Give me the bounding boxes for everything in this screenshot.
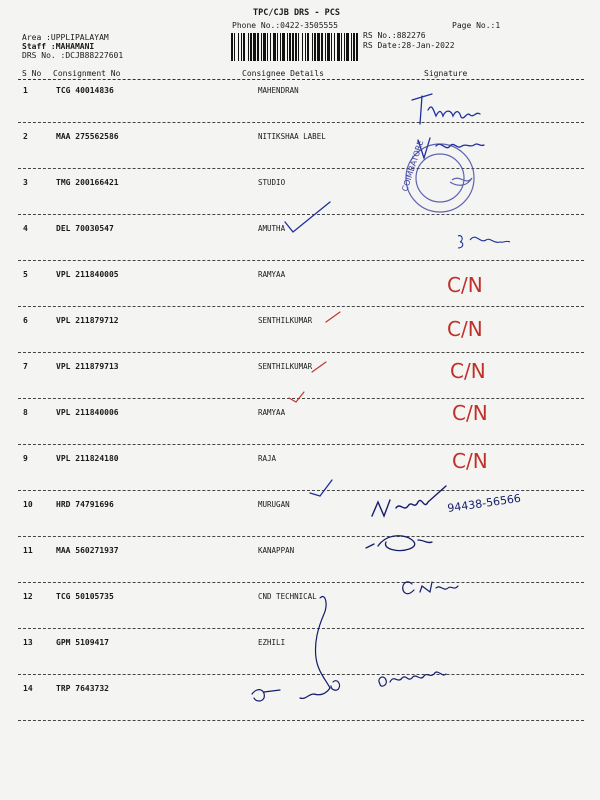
row-consignee-name: STUDIO [258,178,286,187]
row-consignment-number: MAA 560271937 [56,546,119,555]
row-consignment-number: VPL 211824180 [56,454,119,463]
row-serial-number: 1 [23,86,28,95]
row-consignment-number: TMG 200166421 [56,178,119,187]
row-consignee-name: RAJA [258,454,277,463]
row-serial-number: 4 [23,224,28,233]
row-consignment-number: MAA 275562586 [56,132,119,141]
row-consignee-name: AMUTHA [258,224,286,233]
red-ticks [289,312,340,402]
col-header-sno: S No [22,69,42,78]
col-header-consignment: Consignment No [53,69,121,78]
row-consignee-name: RAMYAA [258,270,286,279]
phone-number: Phone No.:0422-3505555 [232,21,338,30]
row-consignment-number: DEL 70030547 [56,224,114,233]
row-consignee-name: SENTHILKUMAR [258,316,313,325]
row-consignment-number: TRP 7643732 [56,684,109,693]
handwritten-phone: 94438-56566 [446,491,522,515]
row-consignee-name: CND TECHNICAL [258,592,317,601]
signature-thiagarajan [412,94,480,124]
area-label: Area :UPPLIPALAYAM [22,33,109,42]
cn-mark-row-7: C/N [450,359,486,383]
row-consignment-number: HRD 74791696 [56,500,114,509]
row-serial-number: 5 [23,270,28,279]
row-consignment-number: VPL 211879713 [56,362,119,371]
row-consignee-name: MAHENDRAN [258,86,299,95]
row-serial-number: 9 [23,454,28,463]
row-serial-number: 13 [23,638,33,647]
row-consignment-number: TCG 40014836 [56,86,114,95]
row-serial-number: 11 [23,546,33,555]
rs-number: RS No.:882276 [363,31,426,40]
row-consignment-number: VPL 211840005 [56,270,119,279]
row-serial-number: 2 [23,132,28,141]
cn-mark-row-6: C/N [447,317,483,341]
signature-row-12 [403,582,458,594]
drs-number: DRS No. :DCJB88227601 [22,51,124,60]
row-consignment-number: VPL 211879712 [56,316,119,325]
row-consignee-name: NITIKSHAA LABEL [258,132,326,141]
staff-label: Staff :MAHAMANI [22,42,95,51]
row-serial-number: 8 [23,408,28,417]
signature-long-stroke [300,597,340,699]
col-header-consignee: Consignee Details [242,69,324,78]
row-consignee-name: MURUGAN [258,500,290,509]
row-serial-number: 10 [23,500,33,509]
signature-row-14 [252,672,446,701]
col-header-signature: Signature [424,69,468,78]
cn-mark-row-8: C/N [452,401,488,425]
row-serial-number: 3 [23,178,28,187]
signature-row-10 [372,486,446,516]
row-consignee-name: RAMYAA [258,408,286,417]
signature-row-2 [418,138,484,158]
row-consignee-name: EZHILI [258,638,286,647]
row-consignment-number: GPM 5109417 [56,638,109,647]
row-serial-number: 6 [23,316,28,325]
cn-marks [447,273,488,473]
row-serial-number: 14 [23,684,33,693]
sheet-title: TPC/CJB DRS - PCS [253,8,340,18]
signature-b [458,236,510,248]
row-serial-number: 7 [23,362,28,371]
row-consignment-number: TCG 50105735 [56,592,114,601]
cn-mark-row-9: C/N [452,449,488,473]
rs-date: RS Date:28-Jan-2022 [363,41,455,50]
stamp-text: COIMBATORE [400,139,426,193]
row-consignee-name: SENTHILKUMAR [258,362,313,371]
row-serial-number: 12 [23,592,33,601]
signature-row-11 [366,536,432,551]
cn-mark-row-5: C/N [447,273,483,297]
row-consignee-name: KANAPPAN [258,546,295,555]
page-number: Page No.:1 [452,21,501,30]
tick-marks [285,202,332,496]
row-consignment-number: VPL 211840006 [56,408,119,417]
